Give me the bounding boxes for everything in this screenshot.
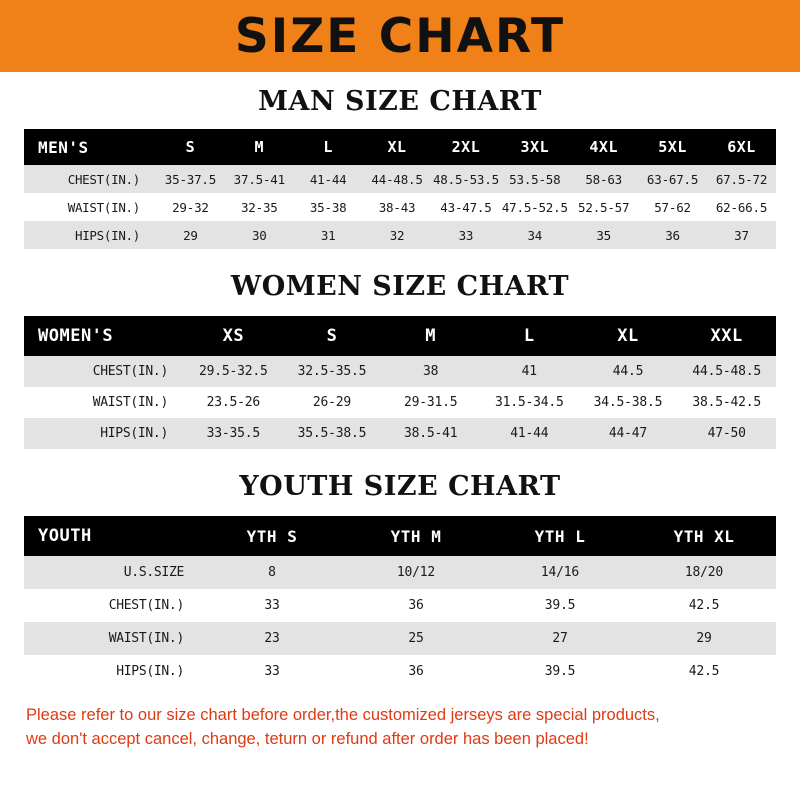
- cell: 27: [488, 622, 632, 655]
- cell: 14/16: [488, 556, 632, 589]
- cell: 42.5: [632, 589, 776, 622]
- cell: 44-48.5: [363, 165, 432, 193]
- cell: 10/12: [344, 556, 488, 589]
- cell: 52.5-57: [569, 193, 638, 221]
- column-header-4xl: 4XL: [569, 129, 638, 165]
- cell: 30: [225, 221, 294, 249]
- disclaimer-line-2: we don't accept cancel, change, teturn or refund after order has been placed!: [26, 729, 589, 748]
- column-header-s: S: [156, 129, 225, 165]
- row-label-us-size: U.S.SIZE: [24, 556, 200, 589]
- cell: 39.5: [488, 655, 632, 688]
- cell: 36: [638, 221, 707, 249]
- cell: 38: [381, 356, 480, 387]
- disclaimer-note: [26, 704, 774, 752]
- column-header-2xl: 2XL: [432, 129, 501, 165]
- cell: 36: [344, 655, 488, 688]
- cell: 38.5-41: [381, 418, 480, 449]
- column-header-l: L: [294, 129, 363, 165]
- cell: 57-62: [638, 193, 707, 221]
- column-header-womens: WOMEN'S: [24, 316, 184, 356]
- column-header-xxl: XXL: [677, 316, 776, 356]
- column-header-6xl: 6XL: [707, 129, 776, 165]
- cell: 39.5: [488, 589, 632, 622]
- cell: 35-38: [294, 193, 363, 221]
- column-header-youth: YOUTH: [24, 516, 200, 556]
- row-label-hips: HIPS(IN.): [24, 221, 156, 249]
- column-header-5xl: 5XL: [638, 129, 707, 165]
- cell: 44.5: [579, 356, 678, 387]
- column-header-yth-m: YTH M: [344, 516, 488, 556]
- cell: 43-47.5: [432, 193, 501, 221]
- cell: 33: [200, 655, 344, 688]
- man-table-wrap: [24, 129, 776, 249]
- cell: 33: [200, 589, 344, 622]
- cell: 23.5-26: [184, 387, 283, 418]
- women-size-table: [24, 316, 776, 449]
- cell: 18/20: [632, 556, 776, 589]
- cell: 32: [363, 221, 432, 249]
- cell: 29: [632, 622, 776, 655]
- cell: 33: [432, 221, 501, 249]
- cell: 67.5-72: [707, 165, 776, 193]
- table-row: [24, 589, 776, 622]
- cell: 29-32: [156, 193, 225, 221]
- cell: 29-31.5: [381, 387, 480, 418]
- cell: 63-67.5: [638, 165, 707, 193]
- row-label-chest: CHEST(IN.): [24, 165, 156, 193]
- column-header-m: M: [225, 129, 294, 165]
- row-label-chest: CHEST(IN.): [24, 356, 184, 387]
- page-title: SIZE CHART: [234, 8, 566, 64]
- column-header-xl: XL: [579, 316, 678, 356]
- table-row: [24, 356, 776, 387]
- column-header-xs: XS: [184, 316, 283, 356]
- cell: 38.5-42.5: [677, 387, 776, 418]
- cell: 29.5-32.5: [184, 356, 283, 387]
- cell: 58-63: [569, 165, 638, 193]
- row-label-waist: WAIST(IN.): [24, 193, 156, 221]
- cell: 41-44: [480, 418, 579, 449]
- women-section-title: WOMEN SIZE CHART: [230, 271, 570, 302]
- cell: 62-66.5: [707, 193, 776, 221]
- table-header-row: [24, 129, 776, 165]
- cell: 33-35.5: [184, 418, 283, 449]
- column-header-3xl: 3XL: [500, 129, 569, 165]
- cell: 32-35: [225, 193, 294, 221]
- table-row: [24, 556, 776, 589]
- table-row: [24, 165, 776, 193]
- table-row: [24, 622, 776, 655]
- cell: 47-50: [677, 418, 776, 449]
- cell: 37: [707, 221, 776, 249]
- cell: 31: [294, 221, 363, 249]
- cell: 35: [569, 221, 638, 249]
- table-header-row: [24, 516, 776, 556]
- cell: 32.5-35.5: [283, 356, 382, 387]
- cell: 35.5-38.5: [283, 418, 382, 449]
- cell: 29: [156, 221, 225, 249]
- table-row: [24, 418, 776, 449]
- cell: 47.5-52.5: [500, 193, 569, 221]
- women-table-wrap: [24, 316, 776, 449]
- column-header-yth-l: YTH L: [488, 516, 632, 556]
- cell: 26-29: [283, 387, 382, 418]
- row-label-chest: CHEST(IN.): [24, 589, 200, 622]
- table-row: [24, 193, 776, 221]
- cell: 36: [344, 589, 488, 622]
- column-header-yth-s: YTH S: [200, 516, 344, 556]
- table-header-row: [24, 316, 776, 356]
- cell: 35-37.5: [156, 165, 225, 193]
- cell: 34: [500, 221, 569, 249]
- row-label-hips: HIPS(IN.): [24, 418, 184, 449]
- cell: 38-43: [363, 193, 432, 221]
- column-header-yth-xl: YTH XL: [632, 516, 776, 556]
- cell: 53.5-58: [500, 165, 569, 193]
- column-header-xl: XL: [363, 129, 432, 165]
- youth-section-title: YOUTH SIZE CHART: [239, 471, 561, 502]
- table-row: [24, 387, 776, 418]
- cell: 23: [200, 622, 344, 655]
- row-label-waist: WAIST(IN.): [24, 622, 200, 655]
- cell: 42.5: [632, 655, 776, 688]
- cell: 8: [200, 556, 344, 589]
- header-banner: [0, 0, 800, 72]
- cell: 34.5-38.5: [579, 387, 678, 418]
- column-header-mens: MEN'S: [24, 129, 156, 165]
- column-header-l: L: [480, 316, 579, 356]
- table-row: [24, 655, 776, 688]
- column-header-m: M: [381, 316, 480, 356]
- cell: 44.5-48.5: [677, 356, 776, 387]
- man-section-title: MAN SIZE CHART: [258, 86, 542, 117]
- youth-table-wrap: [24, 516, 776, 688]
- cell: 25: [344, 622, 488, 655]
- column-header-s: S: [283, 316, 382, 356]
- row-label-hips: HIPS(IN.): [24, 655, 200, 688]
- man-size-table: [24, 129, 776, 249]
- cell: 44-47: [579, 418, 678, 449]
- cell: 41-44: [294, 165, 363, 193]
- youth-size-table: [24, 516, 776, 688]
- row-label-waist: WAIST(IN.): [24, 387, 184, 418]
- disclaimer-line-1: Please refer to our size chart before order,the customized jerseys are special products,: [26, 706, 660, 724]
- cell: 48.5-53.5: [432, 165, 501, 193]
- table-row: [24, 221, 776, 249]
- cell: 41: [480, 356, 579, 387]
- cell: 37.5-41: [225, 165, 294, 193]
- cell: 31.5-34.5: [480, 387, 579, 418]
